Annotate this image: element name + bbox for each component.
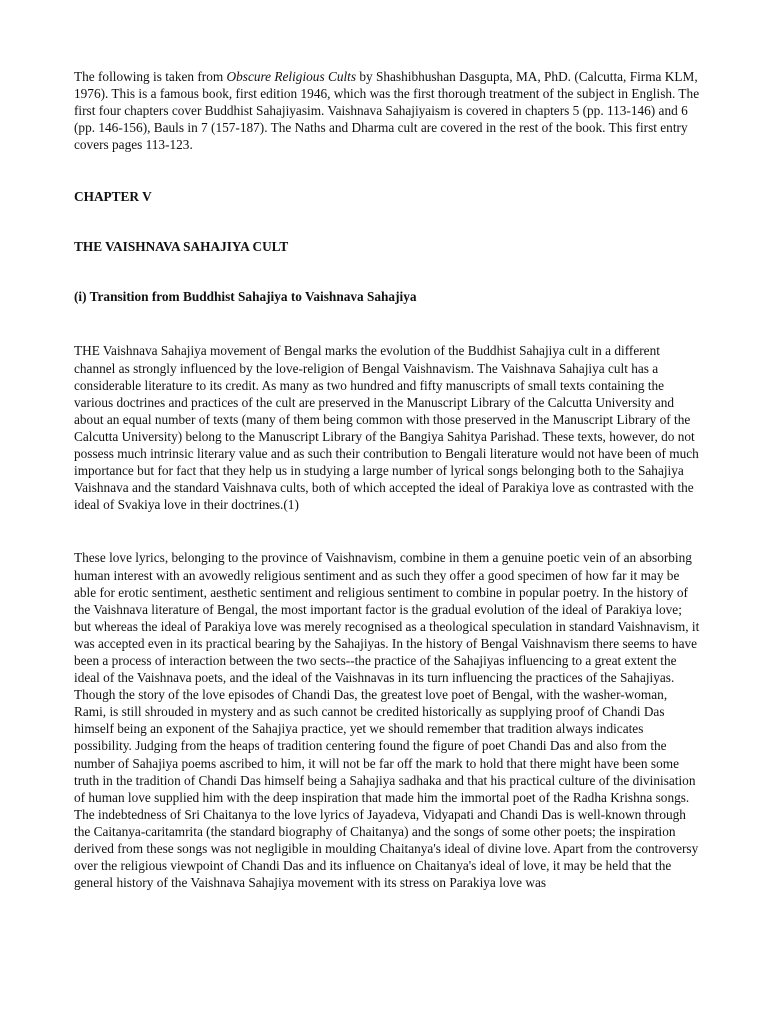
body-paragraph-1: THE Vaishnava Sahajiya movement of Bengal marks the evolution of the Buddhist Sahajiya cult in a different channel as strongly influenced by the love-religion of Bengal Vaishnavism. The Vaishnava Sahajiya cult has a considerable literature to its credit. As many as two hundred and fifty manuscripts of small texts containing the various doctrines and practices of the cult are preserved in the Manuscript Library of the Calcutta University and about an equal number of texts (many of them being common with those preserved in the Manuscript Library of the Calcutta University) belong to the Manuscript Library of the Bangiya Sahitya Parishad. These texts, however, do not possess much intrinsic literary value and as such their contribution to Bengali literature would not have been of much importance but for fact that they help us in studying a large number of lyrical songs belonging both to the Sahajiya Vaishnava and the standard Vaishnava cults, both of which accepted the ideal of Parakiya love as contrasted with the ideal of Svakiya love in their doctrines.(1)	[74, 343, 699, 513]
intro-text-before: The following is taken from	[74, 69, 227, 84]
section-title-heading: (i) Transition from Buddhist Sahajiya to Vaishnava Sahajiya	[74, 289, 417, 305]
chapter-heading: CHAPTER V	[74, 189, 152, 205]
body-paragraph-2: These love lyrics, belonging to the province of Vaishnavism, combine in them a genuine poetic vein of an absorbing human interest with an avowedly religious sentiment and as such they offer a good specimen of how far it may be able for erotic sentiment, aesthetic sentiment and religious sentiment to combine in popular poetry. In the history of the Vaishnava literature of Bengal, the most important factor is the gradual evolution of the ideal of Parakiya love; but whereas the ideal of Parakiya love was merely recognised as a theological speculation in standard Vaishnavism, it was accepted even in its practical bearing by the Sahajiyas. In the history of Bengal Vaishnavism there seems to have been a process of interaction between the two sects--the practice of the Sahajiyas influencing to a great extent the ideal of the Vaishnava poets, and the ideal of the Vaishnavas in its turn influencing the practices of the Sahajiyas. Though the story of the love episodes of Chandi Das, the greatest love poet of Bengal, with the washer-woman, Rami, is still shrouded in mystery and as such cannot be credited historically as supplying proof of Chandi Das himself being an exponent of the Sahajiya practice, yet we should remember that tradition always indicates possibility. Judging from the heaps of tradition centering found the figure of poet Chandi Das and also from the number of Sahajiya poems ascribed to him, it will not be far off the mark to hold that there might have been some truth in the tradition of Chandi Das himself being a Sahajiya sadhaka and that his practical culture of the divinisation of human love supplied him with the deep inspiration that made him the immortal poet of the Radha Krishna songs. The indebtedness of Sri Chaitanya to the love lyrics of Jayadeva, Vidyapati and Chandi Das is well-known through the Caitanya-caritamrita (the standard biography of Chaitanya) and the songs of some other poets; the inspiration derived from these songs was not negligible in moulding Chaitanya's ideal of divine love. Apart from the controversy over the religious viewpoint of Chandi Das and its influence on Chaitanya's ideal of love, it may be held that the general history of the Vaishnava Sahajiya movement with its stress on Parakiya love was	[74, 550, 700, 891]
intro-text-after: by Shashibhushan Dasgupta, MA, PhD. (Calcutta, Firma KLM, 1976). This is a famous book, first edition 1946, which was the first thorough treatment of the subject in English. The first four chapters cover Buddhist Sahajiyasim. Vaishnava Sahajiyaism is covered in chapters 5 (pp. 113-146) and 6 (pp. 146-156), Bauls in 7 (157-187). The Naths and Dharma cult are covered in the rest of the book. This first entry covers pages 113-123.	[74, 69, 700, 153]
cult-title-heading: THE VAISHNAVA SAHAJIYA CULT	[74, 239, 289, 255]
book-title: Obscure Religious Cults	[226, 69, 357, 84]
intro-paragraph	[74, 68, 700, 153]
document-page	[74, 68, 700, 891]
